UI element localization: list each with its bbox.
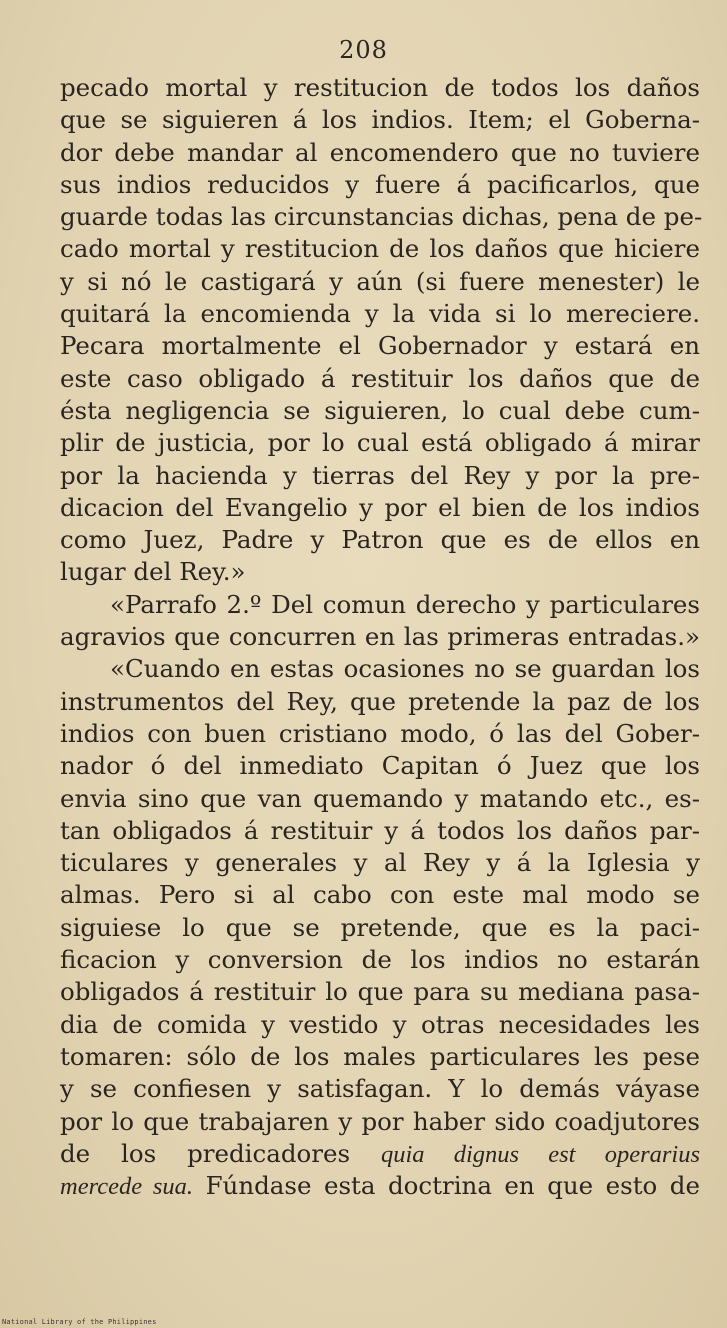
text-line: y se confiesen y satisfagan. Y lo demás váyase [60,1074,700,1104]
text-line: siguiese lo que se pretende, que es la paci- [60,912,700,942]
text-line: ficacion y conversion de los indios no estarán [60,945,700,975]
latin-phrase: quia dignus est operarius [380,1140,700,1168]
text-line-mixed [60,1138,700,1170]
text-line: dia de comida y vestido y otras necesidades les [60,1009,700,1039]
text-line: obligados á restituir lo que para su mediana pasa- [60,977,700,1007]
text-segment: Fúndase esta doctrina en que esto de [205,1171,700,1201]
text-line: dor debe mandar al encomendero que no tuviere [60,137,700,167]
text-line: plir de justicia, por lo cual está obligado á mirar [60,428,700,458]
text-line: envia sino que van quemando y matando etc., es- [60,783,700,813]
text-line: sus indios reducidos y fuere á pacificarlos, que [60,169,700,199]
paragraph-heading-line: «Parrafo 2.º Del comun derecho y particulares [110,589,700,619]
text-line: tomaren: sólo de los males particulares les pese [60,1041,700,1071]
text-line: por la hacienda y tierras del Rey y por la pre- [60,460,700,490]
text-line: tan obligados á restituir y á todos los daños par- [60,815,700,845]
text-line: «Cuando en estas ocasiones no se guardan los [110,654,700,684]
library-footer: National Library of the Philippines [2,1318,157,1326]
text-line: este caso obligado á restituir los daños que de [60,363,700,393]
text-line: como Juez, Padre y Patron que es de ellos en [60,525,700,555]
text-line: lugar del Rey.» [60,557,246,587]
text-line: indios con buen cristiano modo, ó las del Gober- [60,718,700,748]
text-segment: de los predicadores [60,1138,351,1168]
text-line: y si nó le castigará y aún (si fuere menester) le [60,266,700,296]
text-line: que se siguieren á los indios. Item; el Goberna- [60,105,700,135]
text-line-mixed [60,1170,700,1202]
text-line: ésta negligencia se siguieren, lo cual debe cum- [60,395,700,425]
text-line: quitará la encomienda y la vida si lo mereciere. [60,299,700,329]
body-text [60,72,703,1202]
text-line: dicacion del Evangelio y por el bien de los indios [60,492,700,522]
text-line: Pecara mortalmente el Gobernador y estará en [60,331,700,361]
text-line: nador ó del inmediato Capitan ó Juez que los [60,751,700,781]
text-line: pecado mortal y restitucion de todos los daños [60,73,700,102]
latin-phrase: mercede sua. [60,1173,194,1201]
text-line: almas. Pero si al cabo con este mal modo se [60,880,700,910]
text-line: por lo que trabajaren y por haber sido coadjutores [60,1106,700,1136]
page-number: 208 [339,36,388,64]
text-line: cado mortal y restitucion de los daños que hiciere [60,234,700,264]
text-line: guarde todas las circunstancias dichas, pena de pe- [60,202,703,232]
text-line: instrumentos del Rey, que pretende la paz de los [60,686,700,716]
paragraph-heading-line: agravios que concurren en las primeras entradas.» [60,622,700,652]
text-line: ticulares y generales y al Rey y á la Iglesia y [60,848,700,878]
